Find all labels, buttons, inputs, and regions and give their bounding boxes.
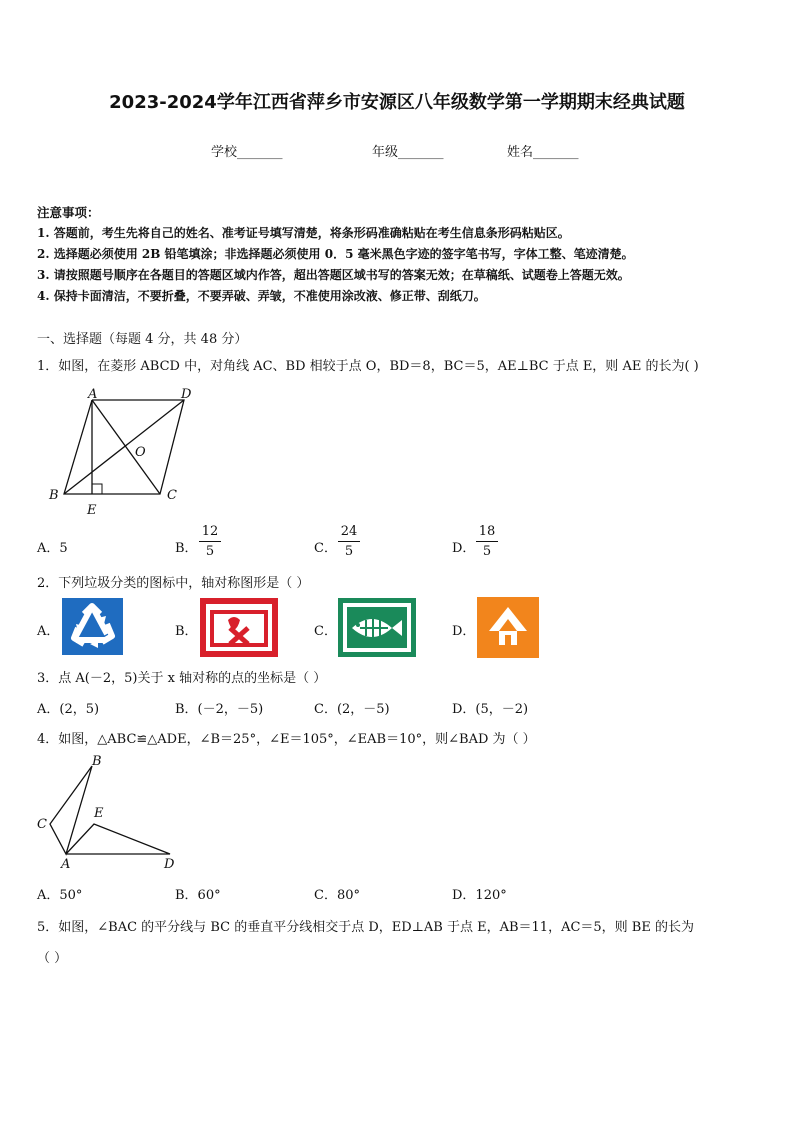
- q1-option-c-label[interactable]: C．: [314, 541, 337, 556]
- question-5-text: 5．如图，∠BAC 的平分线与 BC 的垂直平分线相交于点 D，ED⊥AB 于点 E，AB＝11，AC＝5，则 BE 的长为: [37, 920, 694, 935]
- q2-option-b-label[interactable]: B．: [175, 624, 198, 639]
- label-c: C: [37, 817, 47, 832]
- q2-option-d-label[interactable]: D．: [452, 624, 476, 639]
- recycle-icon: [62, 598, 123, 655]
- q1-option-d-fraction: [476, 524, 498, 559]
- grade-field: 年级_______: [372, 145, 444, 160]
- denominator: 5: [205, 544, 215, 559]
- school-field: 学校_______: [211, 145, 283, 160]
- q2-option-a-label[interactable]: A．: [37, 624, 60, 639]
- q4-option-a[interactable]: A．50°: [37, 888, 83, 903]
- note-item: 3. 请按照题号顺序在各题目的答题区域内作答，超出答题区域书写的答案无效；在草稿纸、试题卷上答题无效。: [37, 268, 630, 282]
- kitchen-waste-icon: [338, 598, 416, 657]
- section-heading: 一、选择题（每题 4 分，共 48 分）: [37, 332, 248, 347]
- question-5-text-cont: （ ）: [37, 951, 68, 966]
- question-3-text: 3．点 A(－2，5)关于 x 轴对称的点的坐标是（ ）: [37, 671, 327, 686]
- label-a: A: [61, 857, 71, 872]
- q3-option-c[interactable]: C．(2，－5): [314, 702, 390, 717]
- note-item: 2. 选择题必须使用 2B 铅笔填涂；非选择题必须使用 0．5 毫米黑色字迹的签字笔书写，字体工整、笔迹清楚。: [37, 247, 634, 261]
- numerator: 18: [478, 524, 496, 539]
- label-d: D: [181, 387, 192, 402]
- numerator: 24: [340, 524, 358, 539]
- q1-option-b-fraction: [199, 524, 221, 559]
- notes-heading: 注意事项：: [37, 205, 100, 220]
- question-2-text: 2．下列垃圾分类的图标中，轴对称图形是（ ）: [37, 576, 310, 591]
- q3-option-b[interactable]: B．(－2，－5): [175, 702, 264, 717]
- hazardous-waste-icon: [200, 598, 278, 657]
- label-b: B: [49, 488, 59, 503]
- rhombus-figure: [44, 384, 204, 520]
- label-e: E: [94, 806, 104, 821]
- label-a: A: [88, 387, 98, 402]
- numerator: 12: [201, 524, 219, 539]
- page-title: 2023-2024学年江西省萍乡市安源区八年级数学第一学期期末经典试题: [109, 92, 685, 113]
- label-e: E: [87, 503, 97, 518]
- q3-option-a[interactable]: A．(2，5): [37, 702, 100, 717]
- other-waste-icon: [477, 597, 539, 658]
- label-d: D: [164, 857, 175, 872]
- name-field: 姓名_______: [507, 145, 579, 160]
- label-b: B: [92, 754, 102, 769]
- q1-option-d-label[interactable]: D．: [452, 541, 476, 556]
- denominator: 5: [344, 544, 354, 559]
- q4-option-d[interactable]: D．120°: [452, 888, 507, 903]
- question-1-text: 1．如图，在菱形 ABCD 中，对角线 AC、BD 相较于点 O，BD＝8，BC＝5，AE⊥BC 于点 E，则 AE 的长为( ): [37, 359, 699, 374]
- q2-option-c-label[interactable]: C．: [314, 624, 337, 639]
- label-o: O: [135, 445, 146, 460]
- q1-option-b-label[interactable]: B．: [175, 541, 198, 556]
- q3-option-d[interactable]: D．(5，－2): [452, 702, 529, 717]
- q4-option-b[interactable]: B．60°: [175, 888, 221, 903]
- note-item: 4. 保持卡面清洁，不要折叠，不要弄破、弄皱，不准使用涂改液、修正带、刮纸刀。: [37, 289, 486, 303]
- denominator: 5: [482, 544, 492, 559]
- triangle-figure: [34, 752, 184, 872]
- q1-option-a[interactable]: A．5: [37, 541, 68, 556]
- q1-option-c-fraction: [338, 524, 360, 559]
- label-c: C: [167, 488, 177, 503]
- q4-option-c[interactable]: C．80°: [314, 888, 360, 903]
- note-item: 1. 答题前，考生先将自己的姓名、准考证号填写清楚，将条形码准确粘贴在考生信息条形码粘贴区。: [37, 226, 570, 240]
- question-4-text: 4．如图，△ABC≌△ADE，∠B＝25°，∠E＝105°，∠EAB＝10°，则∠BAD 为（ ）: [37, 732, 536, 747]
